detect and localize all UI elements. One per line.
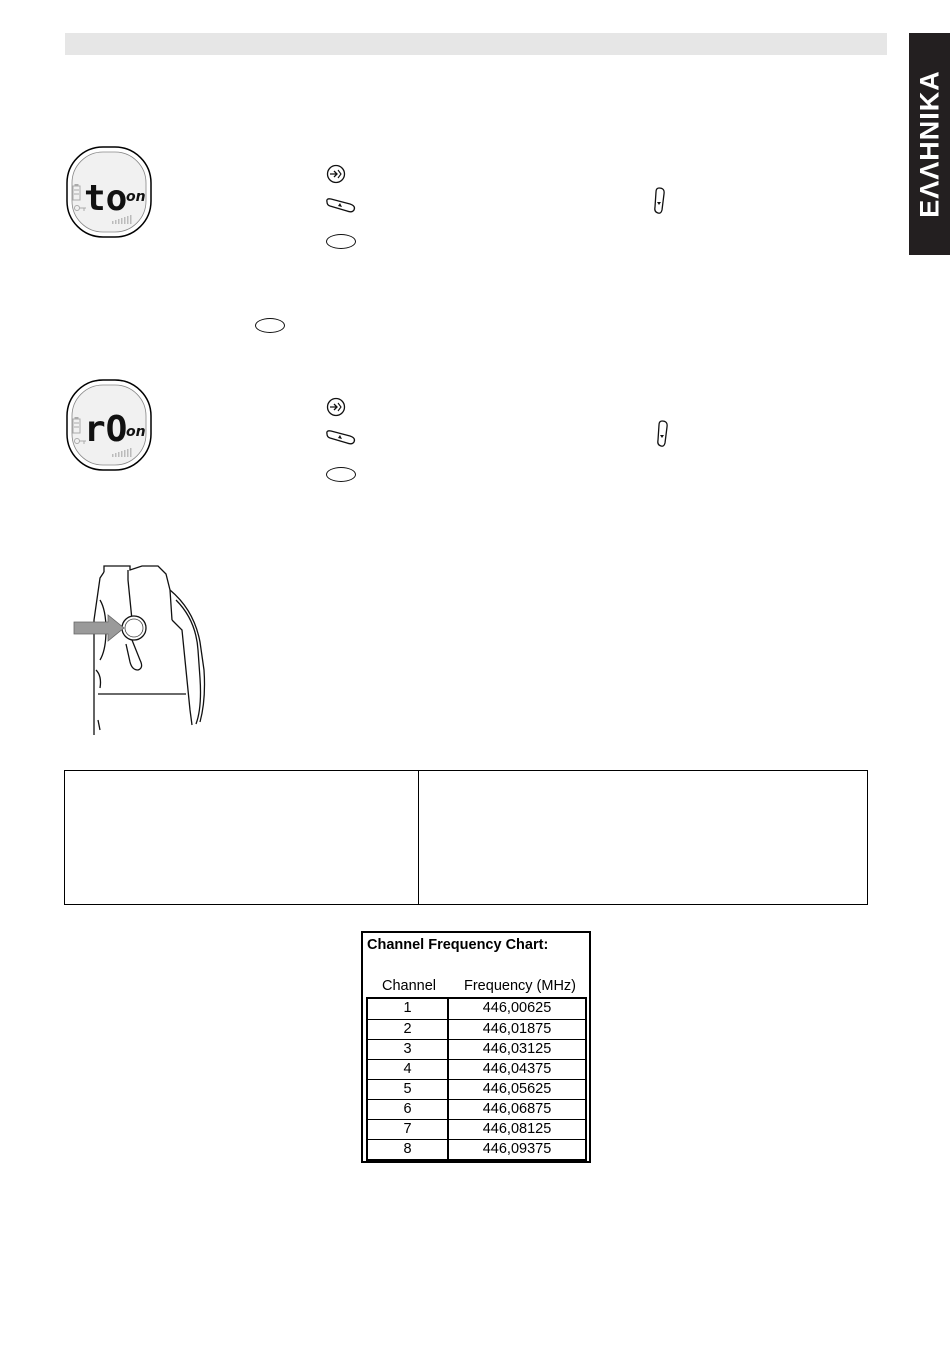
arrow-icon (74, 615, 124, 641)
oval-button-icon (326, 467, 356, 482)
menu-button-icon (325, 164, 347, 184)
oval-button-icon (326, 234, 356, 249)
freq-chart-header-frequency: Frequency (MHz) (464, 978, 576, 994)
channel-cell: 3 (368, 1040, 449, 1059)
scroll-down-button-icon (654, 419, 670, 449)
table-row (368, 1039, 585, 1059)
lcd-main-text: rO (84, 409, 128, 450)
language-tab-label: ΕΛΛΗΝΙΚΑ (914, 70, 944, 218)
info-box-divider (418, 771, 419, 904)
channel-cell: 2 (368, 1020, 449, 1039)
channel-cell: 6 (368, 1100, 449, 1119)
frequency-cell: 446,03125 (482, 1041, 552, 1057)
lcd-display-ro (66, 379, 152, 471)
channel-frequency-chart (361, 931, 591, 1163)
table-row (368, 1019, 585, 1039)
scroll-up-button-icon (324, 196, 358, 214)
table-row (368, 1119, 585, 1139)
frequency-cell: 446,08125 (482, 1121, 552, 1137)
header-bar (65, 33, 887, 55)
freq-chart-title: Channel Frequency Chart: (367, 937, 549, 953)
channel-cell: 1 (368, 999, 449, 1019)
frequency-cell: 446,01875 (482, 1021, 552, 1037)
radio-side-illustration (72, 560, 212, 738)
channel-cell: 7 (368, 1120, 449, 1139)
menu-button-icon (325, 397, 347, 417)
channel-cell: 4 (368, 1060, 449, 1079)
freq-chart-rows (366, 997, 587, 1161)
channel-cell: 8 (368, 1140, 449, 1159)
scroll-down-button-icon (651, 186, 667, 216)
channel-cell: 5 (368, 1080, 449, 1099)
lcd-suffix-text: on (126, 424, 146, 440)
table-row (368, 1079, 585, 1099)
lcd-main-text: to (84, 178, 128, 219)
table-row (368, 1099, 585, 1119)
freq-chart-header-channel: Channel (381, 978, 436, 994)
language-tab (909, 33, 950, 255)
table-row (368, 999, 585, 1019)
scroll-up-button-icon (324, 428, 358, 446)
frequency-cell: 446,06875 (482, 1101, 552, 1117)
frequency-cell: 446,00625 (482, 1000, 552, 1016)
lcd-suffix-text: on (126, 189, 146, 205)
table-row (368, 1059, 585, 1079)
table-row (368, 1139, 585, 1159)
frequency-cell: 446,09375 (482, 1141, 552, 1157)
lcd-display-to (66, 146, 152, 238)
side-button-circle (122, 616, 146, 640)
oval-button-icon (255, 318, 285, 333)
info-box (64, 770, 868, 905)
frequency-cell: 446,05625 (482, 1081, 552, 1097)
frequency-cell: 446,04375 (482, 1061, 552, 1077)
